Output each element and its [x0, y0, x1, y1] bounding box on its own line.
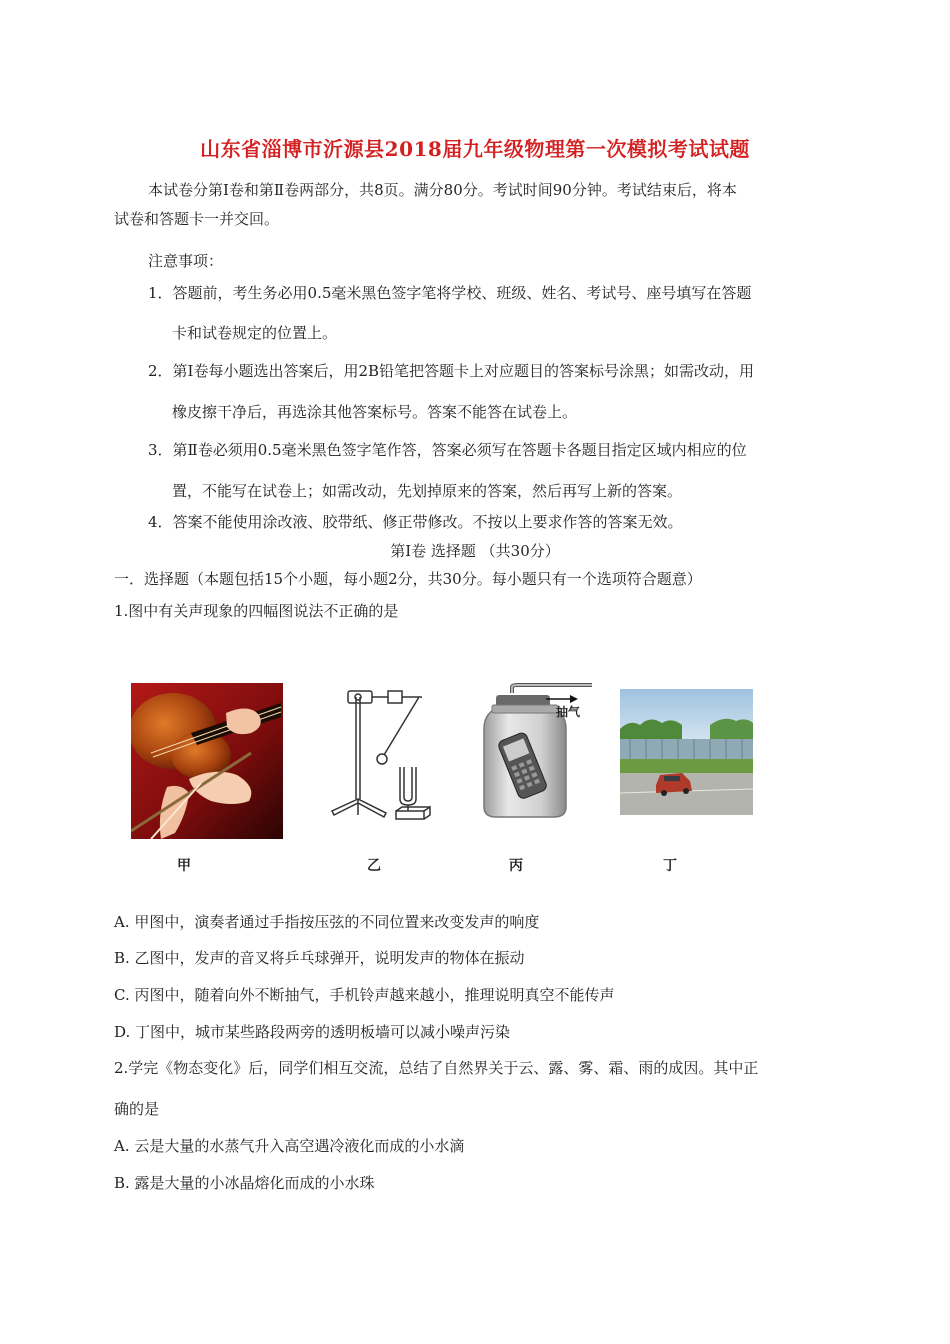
note-1-line-1: 1．答题前，考生务必用0.5毫米黑色签字笔将学校、班级、姓名、考试号、座号填写在答题 [148, 284, 752, 302]
figure-caption-jia: 甲 [177, 858, 191, 874]
question-2-stem-line-1: 2.学完《物态变化》后，同学们相互交流，总结了自然界关于云、露、雾、霜、雨的成因。其中正 [114, 1059, 759, 1077]
part-heading: 一．选择题（本题包括15个小题，每小题2分，共30分。每小题只有一个选项符合题意） [114, 570, 702, 588]
pump-label: 抽气 [556, 705, 581, 719]
question-2-stem-line-2: 确的是 [114, 1100, 160, 1118]
note-2-line-2: 橡皮擦干净后，再选涂其他答案标号。答案不能答在试卷上。 [172, 403, 578, 421]
road-sound-barrier-photo [620, 689, 753, 815]
q1-option-a: A. 甲图中，演奏者通过手指按压弦的不同位置来改变发声的响度 [114, 913, 540, 931]
notes-heading: 注意事项： [148, 252, 224, 270]
note-4-line-1: 4．答案不能使用涂改液、胶带纸、修正带修改。不按以上要求作答的答案无效。 [148, 513, 683, 531]
note-2-line-1: 2．第Ⅰ卷每小题选出答案后，用2B铅笔把答题卡上对应题目的答案标号涂黑；如需改动，用 [148, 362, 755, 380]
q2-option-a: A. 云是大量的水蒸气升入高空遇冷液化而成的小水滴 [114, 1137, 465, 1155]
question-1-stem: 1.图中有关声现象的四幅图说法不正确的是 [114, 602, 399, 620]
note-1-line-2: 卡和试卷规定的位置上。 [172, 324, 338, 342]
section-title: 第Ⅰ卷 选择题 （共30分） [390, 542, 560, 560]
note-3-line-1: 3．第Ⅱ卷必须用0.5毫米黑色签字笔作答，答案必须写在答题卡各题目指定区域内相应的位 [148, 441, 747, 459]
intro-line-1: 本试卷分第Ⅰ卷和第Ⅱ卷两部分，共8页。满分80分。考试时间90分钟。考试结束后，将本 [148, 181, 737, 199]
q2-option-b: B. 露是大量的小冰晶熔化而成的小水珠 [114, 1174, 375, 1192]
phone-in-bell-jar-diagram [474, 683, 592, 823]
note-3-line-2: 置，不能写在试卷上；如需改动，先划掉原来的答案，然后再写上新的答案。 [172, 482, 683, 500]
violin-photo [131, 683, 283, 839]
tuning-fork-pingpong-diagram [326, 683, 436, 823]
q1-option-d: D. 丁图中，城市某些路段两旁的透明板墙可以减小噪声污染 [114, 1023, 511, 1041]
figure-caption-yi: 乙 [367, 858, 381, 874]
page-title: 山东省淄博市沂源县2018届九年级物理第一次模拟考试试题 [200, 137, 750, 161]
q1-option-c: C. 丙图中，随着向外不断抽气，手机铃声越来越小，推理说明真空不能传声 [114, 986, 615, 1004]
q1-option-b: B. 乙图中，发声的音叉将乒乓球弹开，说明发声的物体在振动 [114, 949, 525, 967]
figure-caption-ding: 丁 [663, 858, 677, 874]
figure-caption-bing: 丙 [509, 858, 523, 874]
intro-line-2: 试卷和答题卡一并交回。 [114, 210, 280, 228]
